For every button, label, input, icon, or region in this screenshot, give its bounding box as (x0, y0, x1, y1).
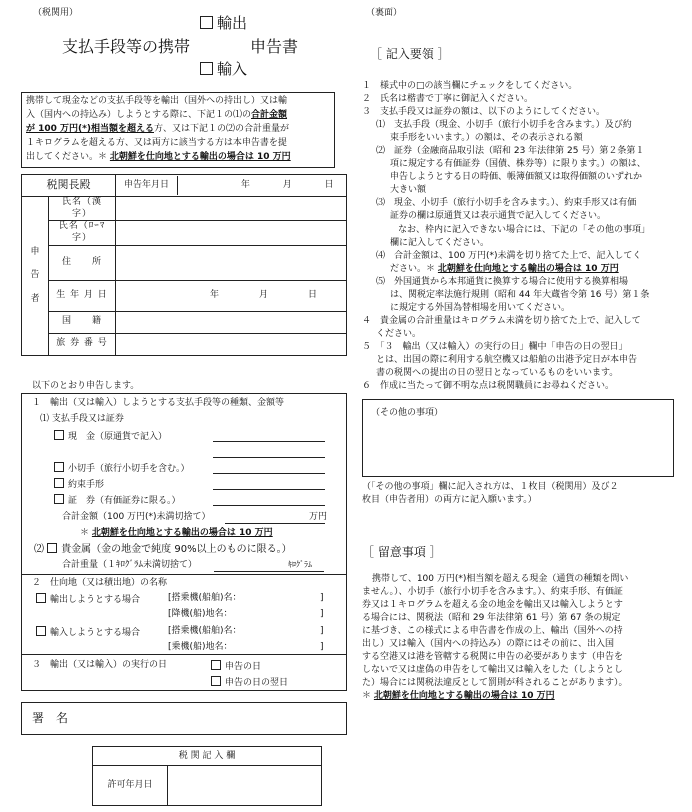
bracket: ] (320, 593, 324, 603)
board-name-label: [搭乗機(船舶)名： (168, 593, 242, 603)
instructions-list: １ 様式中の□の該当欄にチェックをしてください。 ２ 氏名は楷書で丁寧に御記入ください。 ３ 支払手段又は証券の額は、以下のようにしてください。 ⑴ 支払手段（現金、小切手（旅行小切手を含みます。）及び約 束手形をいいます。）の額は、その表示される額 ⑵ 証券（金融商品取引法（昭和 23 年法律第 25 号）第２条第１ 項に規定する有価証券（国債、株券等）に限ります。）の額は、 申告しようとする日の時価、帳簿価額又は取得価額のいずれか 大きい額 ⑶ 現金、小切手（旅行小切手を含みます。）、約束手形又は有価 証券の欄は原通貨又は表示通貨で記入してください。 なお、枠内に記入できない場合には、下記の「その他の事項」 欄に記入してください。 ⑷ 合計金額は、100 万円(*)未満を切り捨てた上で、記入してく ださい。＊ 北朝鮮を仕向地とする輸出の場合は 10 万円 ⑸ 外国通貨から本邦通貨に換算する場合に使用する換算相場 は、関税定率法施行規則（昭和 44 年大蔵省令第 16 号）第１条 に規定する外国為替相場を用いてください。 ４ 貴金属の合計重量はキログラム未満を切り捨てた上で、記入して ください。 ５ 「３ 輸出（又は輸入）の実行の日」欄中「申告の日の翌日」 とは、出国の際に利用する航空機又は船舶の出港予定日が本申告 書の税関への提出の日の翌日となっているものをいいます。 ６ 作成に当たって御不明な点は税関職員にお尋ねください。 (362, 81, 651, 392)
promissory-checkbox[interactable] (54, 478, 64, 488)
passport-field[interactable] (116, 333, 347, 355)
intro-line: 入（国内への持込み）しようとする際に、下記１の⑴の合計金額 (26, 109, 288, 120)
bracket: ] (320, 609, 324, 619)
intro-box (21, 92, 335, 168)
date-option-2[interactable]: 申告の日の翌日 (211, 676, 288, 690)
declare-text: 以下のとおり申告します。 (32, 381, 140, 391)
weight-label: 合計重量（１ｷﾛｸﾞﾗﾑ未満切捨て） (62, 560, 198, 570)
permit-date-label: 許可年月日 (93, 766, 168, 806)
promissory-line[interactable] (213, 489, 325, 490)
weight-line[interactable] (214, 571, 324, 572)
cash-checkbox[interactable] (54, 430, 64, 440)
next-day-checkbox[interactable] (211, 676, 221, 686)
intro-line: 出してください。＊ 北朝鮮を仕向地とする輸出の場合は 10 万円 (26, 151, 291, 162)
customs-director: 税関長殿 (22, 175, 116, 197)
nationality-field[interactable] (116, 311, 347, 333)
cash-line-2[interactable] (213, 457, 325, 458)
month-label: 月 (282, 179, 292, 190)
address-label: 住 所 (49, 245, 116, 280)
metal-option[interactable]: ⑵ 貴金属（金の地金で純度 90%以上のものに限る。） (34, 544, 292, 555)
birthdate-label: 生 年 月 日 (49, 280, 116, 311)
weight-unit: ｷﾛｸﾞﾗﾑ (288, 560, 312, 569)
customs-box (92, 746, 322, 806)
import-label: 輸入 (217, 60, 248, 78)
intro-line: １キログラムを超える方、又は両方に該当する方は本申告書を提 (26, 137, 287, 148)
form-title: 支払手段等の携帯 (62, 37, 191, 56)
board-place-label: [降機(船)地名： (168, 609, 233, 619)
check-line[interactable] (213, 473, 325, 474)
bracket: ] (320, 626, 324, 636)
declarant-side-label: 申告者 (22, 197, 49, 356)
date-label: 申告年月日 (116, 176, 178, 196)
check-option[interactable]: 小切手（旅行小切手を含む。） (54, 462, 190, 476)
date-option-1[interactable]: 申告の日 (211, 660, 261, 674)
securities-option[interactable]: 証 券（有価証券に限る。） (54, 494, 181, 508)
nationality-label: 国 籍 (49, 311, 116, 333)
other-matters-label: （その他の事項） (371, 408, 444, 418)
other-matters-box[interactable] (362, 399, 674, 477)
passport-label: 旅 券 番 号 (49, 333, 116, 355)
export-option[interactable] (200, 14, 247, 34)
ride-place-label: [乗機(船)地名： (168, 642, 233, 652)
day-label: 日 (324, 179, 334, 190)
customs-title: 税 関 記 入 欄 (93, 747, 321, 766)
intro-line: が 100 万円(*)相当額を超える方、又は下記１の⑵の合計重量が (26, 123, 290, 134)
export-checkbox[interactable] (200, 16, 213, 29)
address-field[interactable] (116, 245, 347, 280)
export-destination[interactable]: 輸出しようとする場合 (36, 593, 140, 607)
check-checkbox[interactable] (54, 462, 64, 472)
section1-sub1: ⑴ 支払手段又は証券 (40, 414, 124, 424)
import-checkbox[interactable] (200, 62, 213, 75)
bracket: ] (320, 642, 324, 652)
ride-name-label: [搭乗機(船舶)名： (168, 626, 242, 636)
section-divider (21, 574, 347, 575)
section2-title: ２ 仕向地（又は積出地）の名称 (32, 578, 168, 588)
declarant-table (21, 174, 347, 356)
securities-checkbox[interactable] (54, 494, 64, 504)
tax-office-label: （税関用） (33, 8, 79, 18)
total-unit: 万円 (309, 512, 328, 522)
import-destination[interactable]: 輸入しようとする場合 (36, 626, 140, 640)
name-roman-label: 氏名（ﾛｰﾏ字） (49, 221, 116, 245)
declare-day-checkbox[interactable] (211, 660, 221, 670)
intro-line: 携帯して現金などの支払手段等を輸出（国外への持出し）又は輸 (26, 96, 288, 106)
import-option[interactable] (200, 60, 247, 80)
caution-text: 携帯して、100 万円(*)相当額を超える現金（通貨の種類を問い ません。）、小切手（旅行小切手を含みます。）、約束手形、有価証 券又は１キログラムを超える金の地金を輸出又は輸入しようとす る場合には、関税法（昭和 29 年法律第 61 号）第 67 条の規定 に基づき、この様式による申告書を作成の上、輸出（国外への持 出し）又は輸入（国内への持込み）の際にはその前に、出入国 する空港又は港を管轄する税関に申告の必要があります（申告を しないで又は虚偽の申告をして輸出又は輸入をした（しようとし た）場合には関税法違反として罰則が科されることがあります）。 ＊ 北朝鮮を仕向地とする輸出の場合は 10 万円 (362, 574, 629, 702)
year-label: 年 (240, 179, 250, 190)
name-roman-field[interactable] (116, 221, 347, 245)
birthdate-field[interactable]: 年 月 日 (116, 280, 347, 311)
export-dest-checkbox[interactable] (36, 593, 46, 603)
name-kanji-field[interactable] (116, 197, 347, 221)
section-divider (21, 654, 347, 655)
name-kanji-label: 氏名（漢字） (49, 197, 116, 221)
section1-note: ＊ 北朝鮮を仕向地とする輸出の場合は 10 万円 (80, 528, 273, 538)
other-note: （「その他の事項」欄に記入され方は、１枚目（税関用）及び２ 枚目（申告者用）の両方に記入願います。） (362, 482, 619, 506)
caution-heading: ［ 留意事項 ］ (362, 545, 442, 559)
import-dest-checkbox[interactable] (36, 626, 46, 636)
section3-title: ３ 輸出（又は輸入）の実行の日 (32, 660, 168, 670)
promissory-option[interactable]: 約束手形 (54, 478, 104, 492)
form-title-suffix: 申告書 (250, 37, 299, 56)
section1-title: １ 輸出（又は輸入）しようとする支払手段等の種類、金額等 (32, 398, 285, 408)
cash-option[interactable]: 現 金（原通貨で記入） (54, 430, 167, 444)
export-label: 輸出 (217, 14, 248, 32)
securities-line[interactable] (213, 505, 325, 506)
metal-checkbox[interactable] (47, 543, 57, 553)
signature-label: 署 名 (32, 711, 69, 725)
instructions-heading: ［ 記入要領 ］ (370, 47, 450, 61)
reverse-label: （裏面） (366, 8, 403, 18)
signature-box[interactable] (21, 702, 347, 735)
cash-line-1[interactable] (213, 441, 325, 442)
total-label: 合計金額（100 万円(*)未満切捨て） (62, 512, 211, 522)
